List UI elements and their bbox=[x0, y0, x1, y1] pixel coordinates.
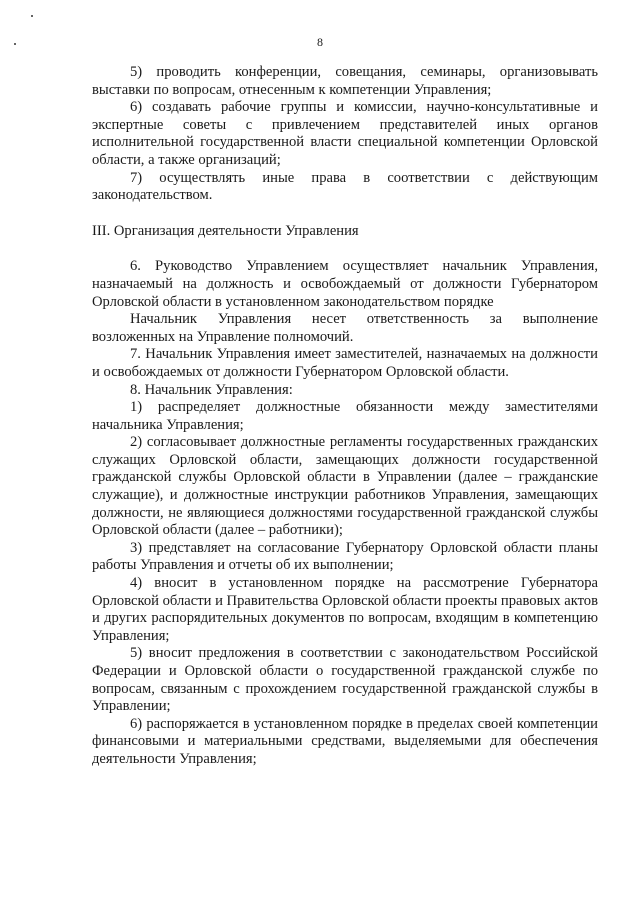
paragraph: 8. Начальник Управления: bbox=[130, 381, 293, 398]
paragraph: 1) распределяет должностные обязанности между заместителями начальника Управления; bbox=[92, 399, 598, 433]
paragraph: 3) представляет на согласование Губернатору Орловской области планы работы Управления и отчеты об их выполнении; bbox=[92, 539, 598, 574]
paragraph: Начальник Управления несет ответственность за выполнение возложенных на Управление полномочий. bbox=[92, 311, 598, 345]
section-heading: III. Организация деятельности Управления bbox=[92, 222, 359, 239]
paragraph: 6) создавать рабочие группы и комиссии, научно-консультативные и экспертные советы с привлечением представителей иных органов исполнительной государственной власти специальной компетенции Орловской области, а также организаций; bbox=[92, 99, 598, 168]
document-body bbox=[92, 64, 598, 769]
paragraph: 5) проводить конференции, совещания, семинары, организовывать выставки по вопросам, отнесенным к компетенции Управления; bbox=[92, 64, 598, 98]
paragraph: 2) согласовывает должностные регламенты государственных гражданских служащих Орловской области, замещающих должности государственной гражданской службы Орловской области в Управлении (далее – гражданские служащие), и должностные инструкции работников Управления, замещающих должности, не являющиеся должностями государственной гражданской службы Орловской области (далее – работники); bbox=[92, 434, 598, 539]
scan-dot-top bbox=[31, 15, 33, 17]
paragraph: 6. Руководство Управлением осуществляет начальник Управления, назначаемый на должность и освобождаемый от должности Губернатором Орловской области в установленном законодательством порядке bbox=[92, 258, 598, 310]
paragraph: 4) вносит в установленном порядке на рассмотрение Губернатора Орловской области и Правительства Орловской области проекты правовых актов и других распорядительных документов по вопросам, входящим в компетенцию Управления; bbox=[92, 575, 598, 644]
paragraph: 7) осуществлять иные права в соответствии с действующим законодательством. bbox=[92, 169, 598, 204]
page-number: 8 bbox=[317, 35, 323, 49]
paragraph: 6) распоряжается в установленном порядке в пределах своей компетенции финансовыми и материальными средствами, выделяемыми для обеспечения деятельности Управления; bbox=[92, 715, 598, 767]
paragraph: 7. Начальник Управления имеет заместителей, назначаемых на должности и освобождаемых от должности Губернатором Орловской области. bbox=[92, 346, 598, 380]
paragraph: 5) вносит предложения в соответствии с законодательством Российской Федерации и Орловской области о государственной гражданской службе по вопросам, связанным с прохождением государственной гражданской службы в Управлении; bbox=[92, 645, 598, 715]
